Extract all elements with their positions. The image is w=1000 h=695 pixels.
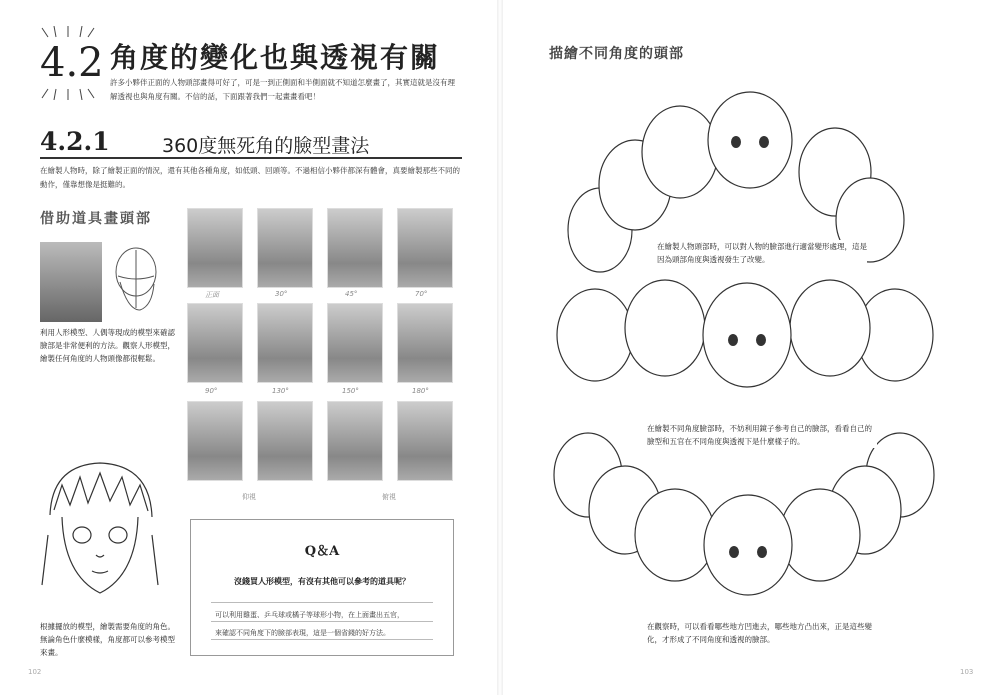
subsection-intro: 在繪製人物時，除了繪製正面的情況，還有其他各種角度，如低頭、回頭等。不過相信小夥伴都深有體會，真要繪製那些不同的動作，僅靠想像是挺難的。 (40, 166, 460, 189)
model-photo-high-1 (327, 401, 383, 481)
section-title: 角度的變化也與透視有關 (110, 41, 441, 74)
model-head-photo (40, 242, 102, 322)
anime-face-sketch (40, 455, 160, 605)
model-photo-130 (257, 303, 313, 383)
photo-label: 90° (205, 387, 218, 395)
model-photo-45 (327, 208, 383, 288)
section-number: 4.2 (40, 40, 104, 86)
qa-box (190, 519, 454, 656)
photo-label: 70° (415, 290, 428, 298)
model-photo-front (187, 208, 243, 288)
photo-label: 仰視 (242, 493, 256, 501)
model-photo-low-1 (187, 401, 243, 481)
decorative-rays-bottom (38, 88, 98, 100)
photo-label: 正面 (205, 291, 219, 299)
right-title: 描繪不同角度的頭部 (549, 46, 684, 62)
model-photo-30 (257, 208, 313, 288)
note-1: 在繪製人物頭部時，可以對人物的臉部進行適當變形處理，這是因為頭部角度與透視發生了改變。 (657, 242, 867, 264)
note-2: 在繪製不同角度臉部時，不妨利用鏡子參考自己的臉部，看看自己的臉型和五官在不同角度與透視下是什麼樣子的。 (647, 422, 877, 448)
page-number: 102 (28, 668, 42, 676)
head-sketch (110, 244, 162, 314)
model-photo-70 (397, 208, 453, 288)
qa-divider (211, 639, 433, 640)
qa-divider (211, 602, 433, 603)
model-photo-high-2 (397, 401, 453, 481)
photo-label: 180° (412, 387, 429, 395)
tools-text: 利用人形模型、人偶等現成的模型來確認臉部是非常便利的方法。觀察人形模型，繪製任何角度的人物頭像都很輕鬆。 (40, 328, 175, 363)
head-angles-illustration (540, 90, 990, 670)
face-text: 根據擺放的模型，繪製需要角度的角色。無論角色什麼模樣，角度都可以參考模型來畫。 (40, 622, 175, 657)
page-number: 103 (960, 668, 974, 676)
qa-divider (211, 621, 433, 622)
model-photo-180 (397, 303, 453, 383)
photo-label: 俯視 (382, 493, 396, 501)
qa-answer-line-2: 來確認不同角度下的臉部表現，這是一個省錢的好方法。 (215, 629, 390, 637)
photo-label: 45° (345, 290, 358, 298)
photo-label: 130° (272, 387, 289, 395)
decorative-rays-top (38, 26, 98, 38)
photo-label: 150° (342, 387, 359, 395)
photo-label: 30° (275, 290, 288, 298)
section-intro: 許多小夥伴正面的人物頭部畫得可好了，可是一到正側面和半側面就不知道怎麼畫了，其實這就是沒有理解透視也與角度有關。不信的話，下面跟著我們一起畫畫看吧！ (110, 78, 455, 101)
note-3: 在觀察時，可以看看哪些地方凹進去，哪些地方凸出來，正是這些變化，才形成了不同角度和透視的臉部。 (647, 620, 877, 646)
qa-answer-line-1: 可以利用雞蛋、乒乓球或橘子等球形小物，在上面畫出五官， (215, 611, 404, 619)
qa-title: Q＆A (304, 544, 340, 559)
subsection-title: 360度無死角的臉型畫法 (162, 135, 370, 157)
tools-heading: 借助道具畫頭部 (40, 211, 152, 227)
model-photo-150 (327, 303, 383, 383)
model-photo-low-2 (257, 401, 313, 481)
model-photo-90 (187, 303, 243, 383)
right-page (500, 0, 1000, 695)
subsection-number: 4.2.1 (40, 127, 110, 156)
qa-question: 沒錢買人形模型，有沒有其他可以參考的道具呢？ (234, 577, 410, 586)
subsection-underline (40, 157, 462, 159)
